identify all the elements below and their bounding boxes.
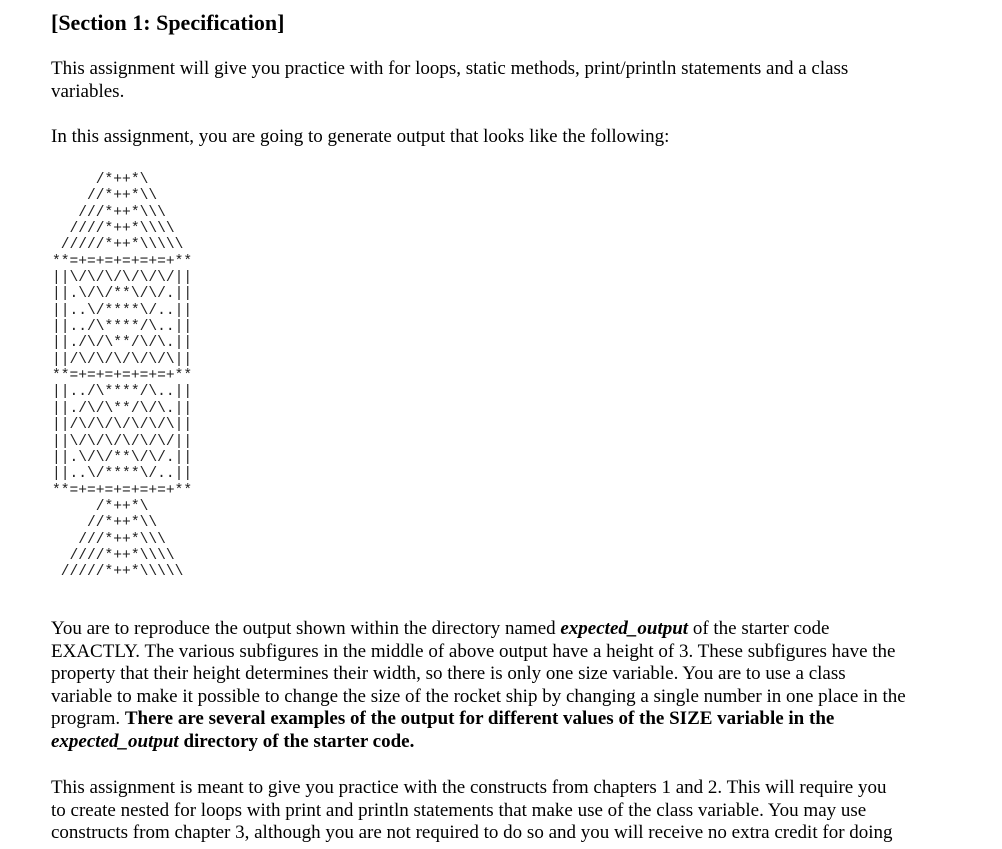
ascii-line: //*++*\\ xyxy=(52,515,158,532)
reproduce-line xyxy=(51,618,906,641)
intro-line: variables. xyxy=(51,80,125,102)
ascii-line: ||\/\/\/\/\/\/|| xyxy=(52,270,193,287)
ascii-line: **=+=+=+=+=+=+** xyxy=(52,482,193,499)
reproduce-paragraph xyxy=(51,618,906,753)
expected-output-term: expected_output xyxy=(51,730,179,752)
practice-line: to create nested for loops with print and println statements that make use of the class variable. You may use xyxy=(51,799,867,821)
expected-output-ascii-art xyxy=(52,172,192,581)
intro-paragraph xyxy=(51,58,848,103)
practice-paragraph xyxy=(51,777,893,845)
text: program. xyxy=(51,708,125,729)
practice-line: This assignment is meant to give you practice with the constructs from chapters 1 and 2. This will require you xyxy=(51,777,887,798)
ascii-line: //*++*\\ xyxy=(52,188,158,205)
reproduce-line: property that their height determines their width, so there is only one size variable. You are to use a class xyxy=(51,663,846,684)
ascii-line: **=+=+=+=+=+=+** xyxy=(52,253,193,270)
ascii-line: /////*++*\\\\\ xyxy=(52,564,184,581)
practice-line: constructs from chapter 3, although you are not required to do so and you will receive no extra credit for doing xyxy=(51,822,893,843)
lead-paragraph: In this assignment, you are going to generate output that looks like the following: xyxy=(51,126,670,147)
reproduce-line: EXACTLY. The various subfigures in the middle of above output have a height of 3. These subfigures have the xyxy=(51,640,896,662)
bold-note: There are several examples of the output for different values of the SIZE variable in the xyxy=(124,708,835,729)
ascii-line: /*++*\ xyxy=(52,498,149,515)
ascii-line: ||./\/\**/\/\.|| xyxy=(52,335,193,352)
reproduce-line xyxy=(51,708,906,731)
reproduce-line: variable to make it possible to change the size of the rocket ship by changing a single number in one place in the xyxy=(51,685,906,707)
expected-output-term: expected_output xyxy=(560,618,689,639)
text: of the starter code xyxy=(688,618,830,639)
ascii-line: ///*++*\\\ xyxy=(52,204,166,221)
section-heading: [Section 1: Specification] xyxy=(51,10,285,35)
ascii-line: ||/\/\/\/\/\/\|| xyxy=(52,417,193,434)
ascii-line: ||../\****/\..|| xyxy=(52,384,193,401)
ascii-line: **=+=+=+=+=+=+** xyxy=(52,368,193,385)
ascii-line: ////*++*\\\\ xyxy=(52,221,175,238)
ascii-line: ||./\/\**/\/\.|| xyxy=(52,400,193,417)
bold-note: directory of the starter code. xyxy=(178,730,415,752)
ascii-line: ||../\****/\..|| xyxy=(52,319,193,336)
reproduce-line xyxy=(51,731,906,754)
ascii-line: /////*++*\\\\\ xyxy=(52,237,184,254)
ascii-line: ||/\/\/\/\/\/\|| xyxy=(52,351,193,368)
ascii-line: ||..\/****\/..|| xyxy=(52,302,193,319)
ascii-line: ///*++*\\\ xyxy=(52,531,166,548)
ascii-line: /*++*\ xyxy=(52,172,149,188)
ascii-line: ////*++*\\\\ xyxy=(52,547,175,564)
intro-line: This assignment will give you practice with for loops, static methods, print/println statements and a class xyxy=(51,58,849,79)
ascii-line: ||..\/****\/..|| xyxy=(52,466,193,483)
ascii-line: ||.\/\/**\/\/.|| xyxy=(52,286,193,303)
ascii-line: ||\/\/\/\/\/\/|| xyxy=(52,433,193,450)
ascii-line: ||.\/\/**\/\/.|| xyxy=(52,449,193,466)
text: You are to reproduce the output shown within the directory named xyxy=(51,618,561,639)
